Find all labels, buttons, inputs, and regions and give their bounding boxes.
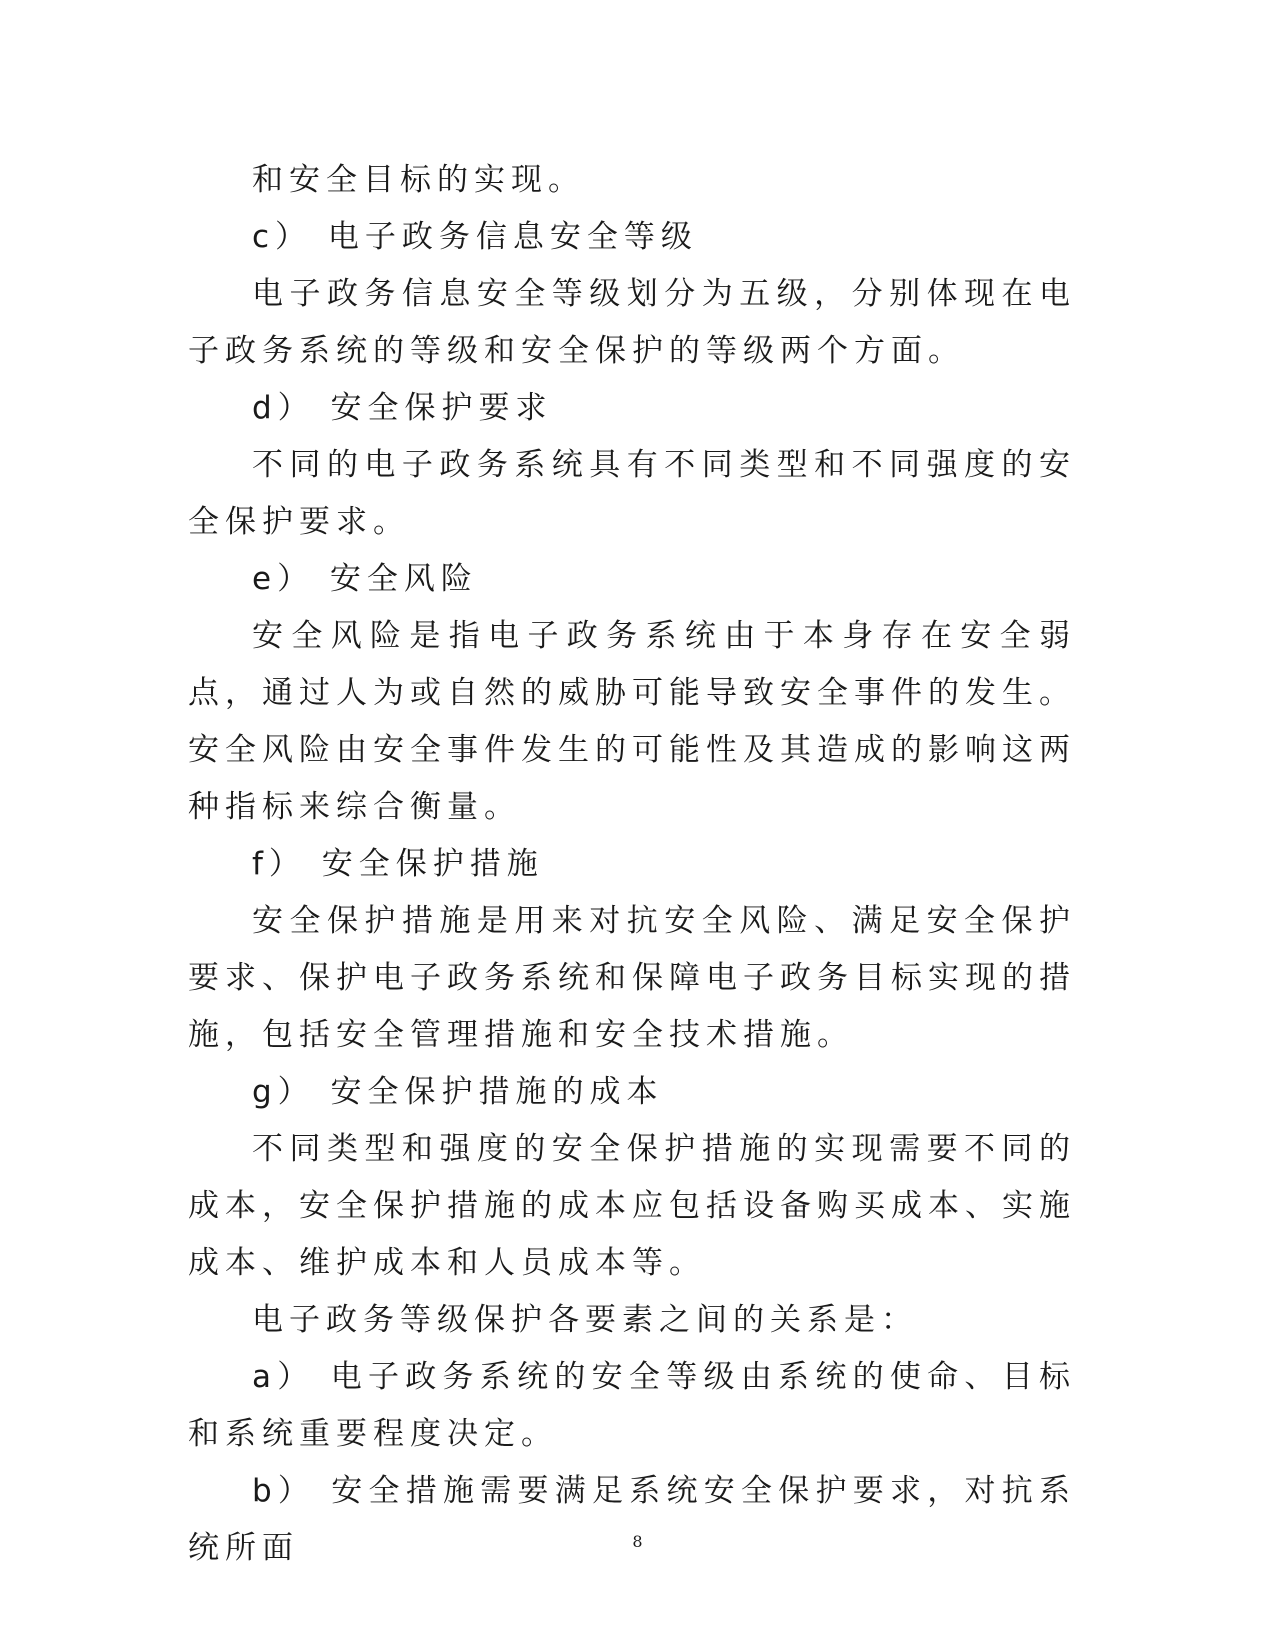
item-heading-g: g） 安全保护措施的成本 [252, 1074, 664, 1110]
paragraph: 不同的电子政务系统具有不同类型和不同强度的安全保护要求。 [188, 447, 1076, 540]
page-number: 8 [632, 1532, 643, 1551]
item-heading-e: e） 安全风险 [252, 561, 478, 597]
paragraph: 安全风险是指电子政务系统由于本身存在安全弱点，通过人为或自然的威胁可能导致安全事件的发生。安全风险由安全事件发生的可能性及其造成的影响这两种指标来综合衡量。 [188, 618, 1076, 825]
body-text [188, 152, 1076, 1577]
paragraph: 电子政务信息安全等级划分为五级，分别体现在电子政务系统的等级和安全保护的等级两个方面。 [188, 276, 1076, 369]
list-item-a: a） 电子政务系统的安全等级由系统的使命、目标和系统重要程度决定。 [188, 1359, 1076, 1452]
paragraph: 安全保护措施是用来对抗安全风险、满足安全保护要求、保护电子政务系统和保障电子政务目标实现的措施，包括安全管理措施和安全技术措施。 [188, 903, 1076, 1053]
item-heading-d: d） 安全保护要求 [252, 390, 553, 426]
item-heading-c: c） 电子政务信息安全等级 [252, 219, 698, 255]
paragraph: 和安全目标的实现。 [252, 162, 585, 198]
paragraph: 不同类型和强度的安全保护措施的实现需要不同的成本，安全保护措施的成本应包括设备购买成本、实施成本、维护成本和人员成本等。 [188, 1131, 1076, 1281]
list-item-b: b） 安全措施需要满足系统安全保护要求，对抗系统所面 [188, 1473, 1076, 1566]
paragraph: 电子政务等级保护各要素之间的关系是： [252, 1302, 918, 1338]
item-heading-f: f） 安全保护措施 [252, 846, 544, 882]
